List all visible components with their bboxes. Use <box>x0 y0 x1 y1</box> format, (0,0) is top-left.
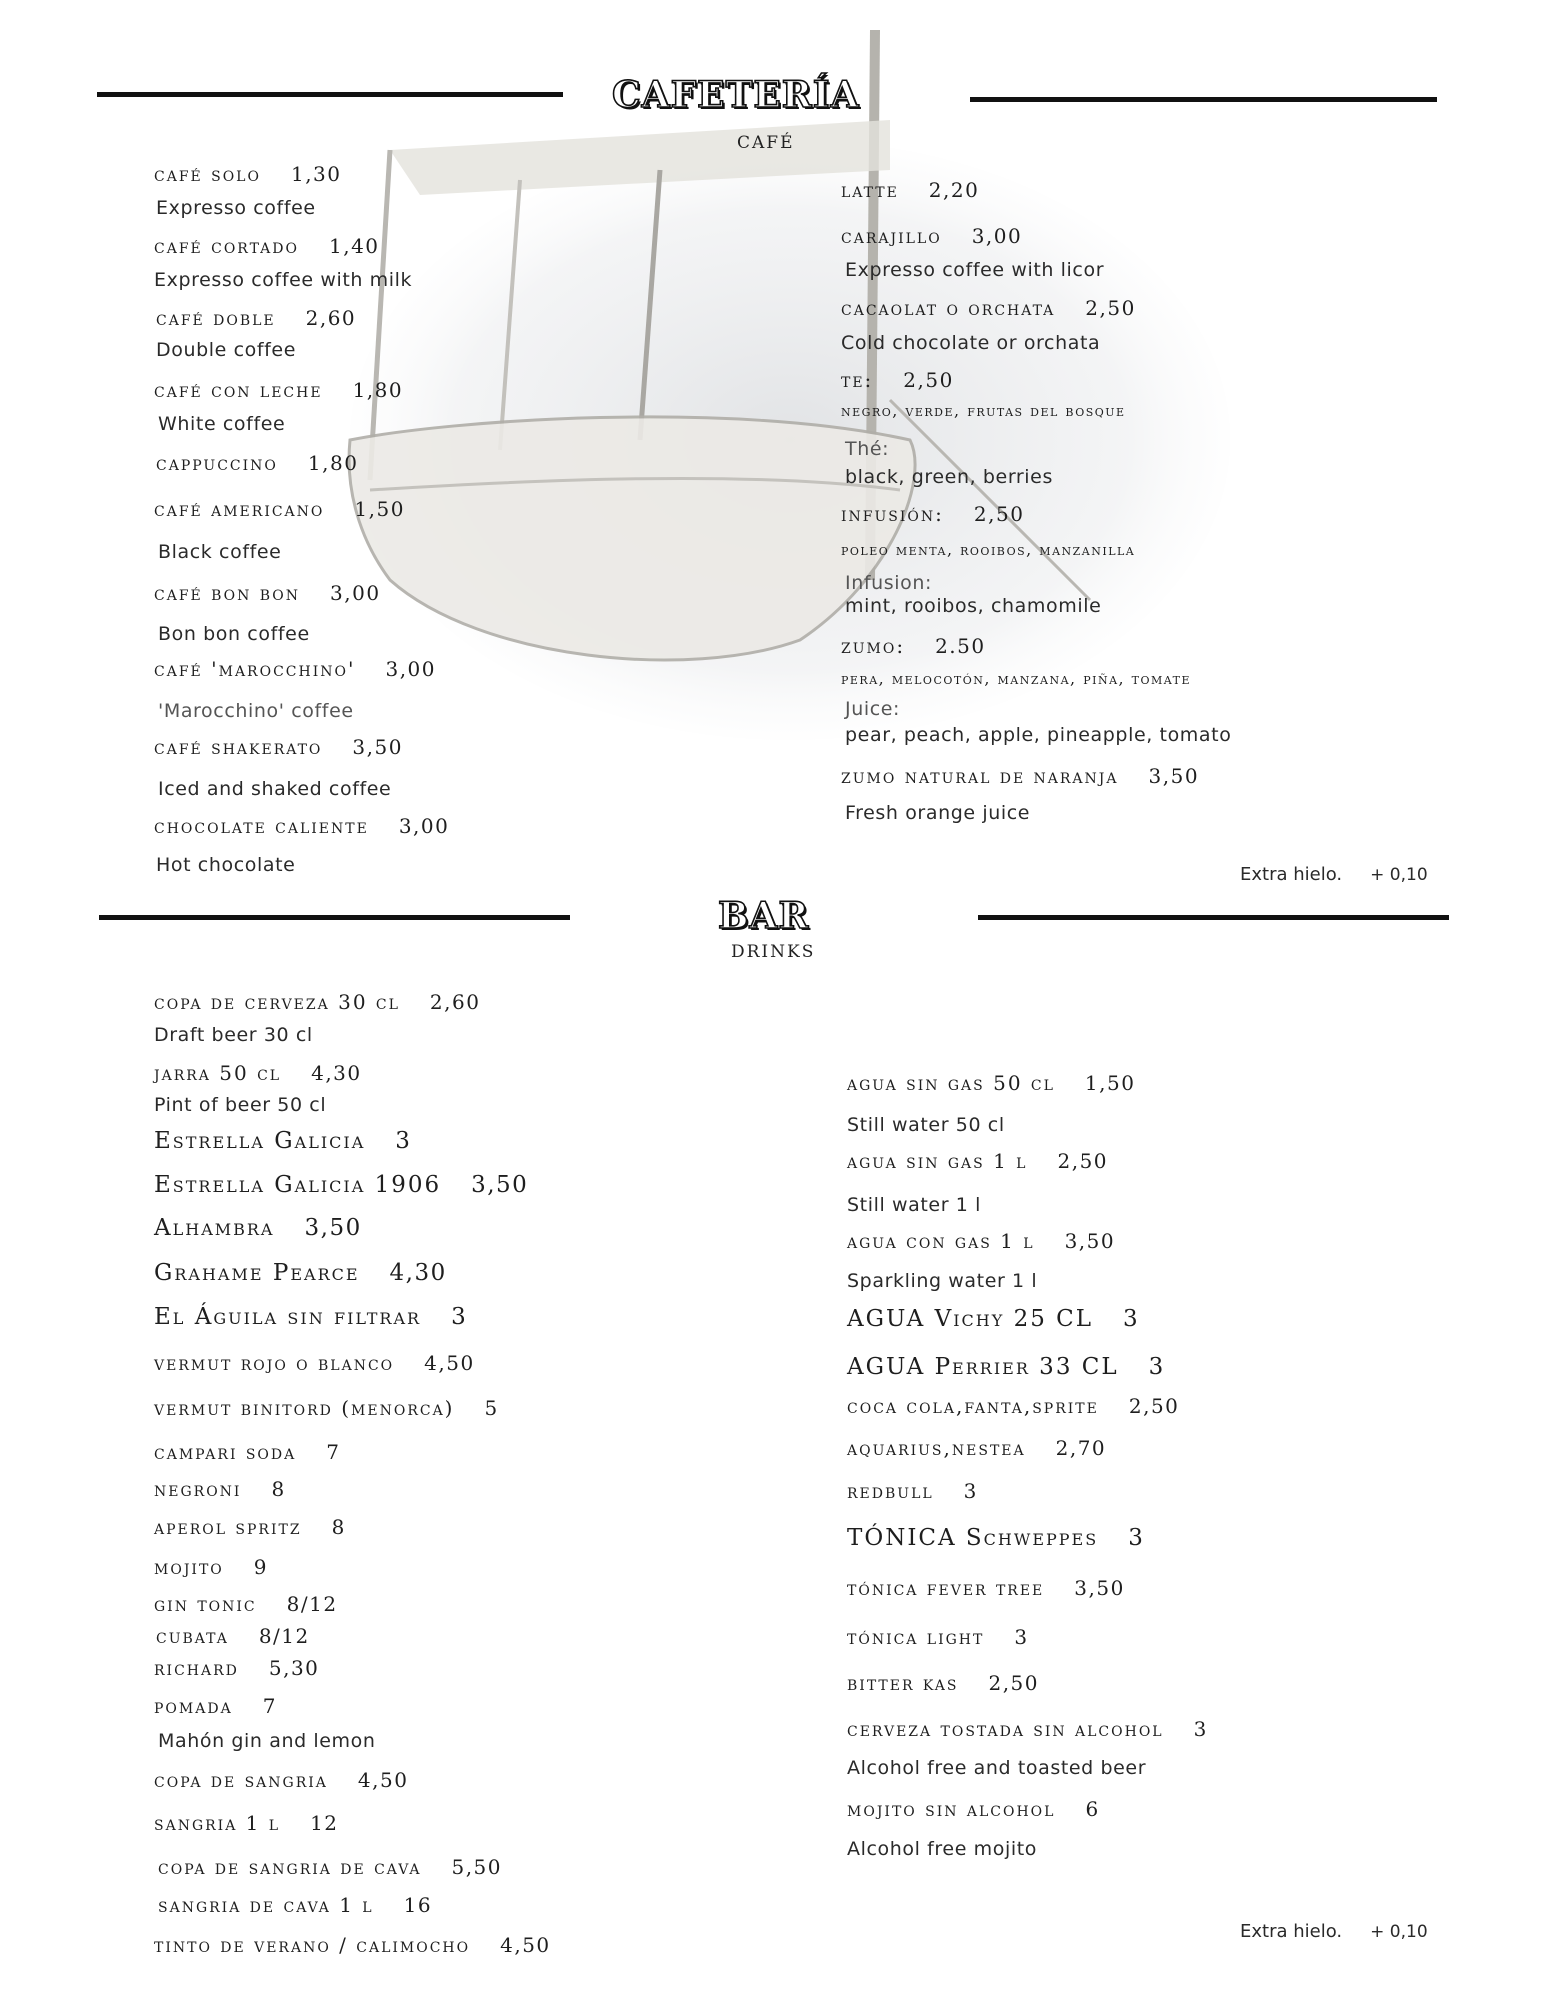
item-description: mint, rooibos, chamomile <box>845 595 1102 617</box>
rule-bar-left <box>99 915 570 920</box>
menu-item: campari soda 7 <box>154 1440 341 1464</box>
menu-item: Grahame Pearce 4,30 <box>154 1260 447 1286</box>
item-options: poleo menta, rooibos, manzanilla <box>841 540 1136 559</box>
item-description: Draft beer 30 cl <box>154 1024 313 1046</box>
item-description: Thé: <box>845 438 890 460</box>
menu-item: café americano 1,50 <box>154 497 405 521</box>
menu-item: coca cola,fanta,sprite 2,50 <box>847 1394 1180 1418</box>
menu-item: cappuccino 1,80 <box>156 451 359 475</box>
menu-item: aperol spritz 8 <box>154 1515 346 1539</box>
menu-item: café cortado 1,40 <box>154 234 380 258</box>
menu-item: zumo natural de naranja 3,50 <box>841 764 1200 788</box>
menu-item: café con leche 1,80 <box>154 378 404 402</box>
item-description: Sparkling water 1 l <box>847 1270 1038 1292</box>
item-description: Still water 1 l <box>847 1194 981 1216</box>
item-description: Black coffee <box>158 541 282 563</box>
menu-item: café shakerato 3,50 <box>154 735 403 759</box>
menu-item: richard 5,30 <box>154 1656 320 1680</box>
menu-item: bitter kas 2,50 <box>847 1671 1039 1695</box>
item-description: Expresso coffee with milk <box>154 269 413 291</box>
menu-item: tónica fever tree 3,50 <box>847 1576 1125 1600</box>
menu-item: copa de sangria de cava 5,50 <box>158 1855 502 1879</box>
menu-item: vermut rojo o blanco 4,50 <box>154 1351 475 1375</box>
menu-item: cubata 8/12 <box>156 1624 310 1648</box>
item-description: Alcohol free mojito <box>847 1838 1037 1860</box>
item-description: Expresso coffee <box>156 197 316 219</box>
menu-item: mojito 9 <box>154 1555 269 1579</box>
menu-item: sangria de cava 1 l 16 <box>158 1893 433 1917</box>
item-description: Fresh orange juice <box>845 802 1031 824</box>
menu-item: mojito sin alcohol 6 <box>847 1797 1100 1821</box>
item-options: negro, verde, frutas del bosque <box>841 401 1126 420</box>
menu-item: café doble 2,60 <box>156 306 357 330</box>
bar-subtitle: DRINKS <box>731 942 816 962</box>
item-description: 'Marocchino' coffee <box>158 700 354 722</box>
item-description: Juice: <box>845 698 901 720</box>
menu-item: café bon bon 3,00 <box>154 581 381 605</box>
menu-item: AGUA Vichy 25 CL 3 <box>847 1306 1140 1332</box>
menu-item: copa de sangria 4,50 <box>154 1768 409 1792</box>
item-description: Hot chocolate <box>156 854 296 876</box>
rule-bar-right <box>978 915 1449 920</box>
item-description: Bon bon coffee <box>158 623 310 645</box>
rule-cafeteria-right <box>970 97 1437 102</box>
menu-item: tinto de verano / calimocho 4,50 <box>154 1933 551 1957</box>
menu-item: Estrella Galicia 3 <box>154 1128 412 1154</box>
menu-item: cacaolat o orchata 2,50 <box>841 296 1136 320</box>
menu-item: latte 2,20 <box>841 178 980 202</box>
extra-ice-note: Extra hielo. + 0,10 <box>1240 1921 1428 1942</box>
item-description: pear, peach, apple, pineapple, tomato <box>845 724 1232 746</box>
menu-item: agua sin gas 1 l 2,50 <box>847 1149 1109 1173</box>
cafeteria-subtitle: CAFÉ <box>737 133 795 153</box>
menu-item: AGUA Perrier 33 CL 3 <box>847 1354 1165 1380</box>
menu-item: negroni 8 <box>154 1477 286 1501</box>
menu-item: te: 2,50 <box>841 368 954 392</box>
item-description: White coffee <box>158 413 286 435</box>
item-description: Double coffee <box>156 339 296 361</box>
item-description: Expresso coffee with licor <box>845 259 1105 281</box>
item-description: Infusion: <box>845 572 933 594</box>
menu-item: copa de cerveza 30 cl 2,60 <box>154 990 481 1014</box>
menu-item: El Águila sin filtrar 3 <box>154 1304 468 1330</box>
menu-item: tónica light 3 <box>847 1625 1029 1649</box>
menu-item: vermut binitord (menorca) 5 <box>154 1396 499 1420</box>
extra-ice-note: Extra hielo. + 0,10 <box>1240 864 1428 885</box>
menu-item: jarra 50 cl 4,30 <box>154 1061 362 1085</box>
menu-item: zumo: 2.50 <box>841 634 986 658</box>
menu-item: aquarius,nestea 2,70 <box>847 1436 1107 1460</box>
menu-item: redbull 3 <box>847 1479 978 1503</box>
menu-item: agua sin gas 50 cl 1,50 <box>847 1071 1136 1095</box>
menu-item: Estrella Galicia 1906 3,50 <box>154 1172 529 1198</box>
menu-item: carajillo 3,00 <box>841 224 1023 248</box>
menu-item: pomada 7 <box>154 1694 277 1718</box>
item-description: Alcohol free and toasted beer <box>847 1757 1147 1779</box>
menu-item: infusión: 2,50 <box>841 502 1025 526</box>
menu-item: cerveza tostada sin alcohol 3 <box>847 1717 1208 1741</box>
boat-illustration <box>330 20 1230 740</box>
menu-item: TÓNICA Schweppes 3 <box>847 1525 1145 1551</box>
item-description: Iced and shaked coffee <box>158 778 392 800</box>
bar-title: BAR <box>718 895 810 937</box>
menu-item: chocolate caliente 3,00 <box>154 814 450 838</box>
item-description: Mahón gin and lemon <box>158 1730 376 1752</box>
cafeteria-title: CAFETERÍA <box>612 74 860 116</box>
item-description: black, green, berries <box>845 466 1053 488</box>
menu-item: gin tonic 8/12 <box>154 1592 338 1616</box>
item-description: Cold chocolate or orchata <box>841 332 1101 354</box>
menu-item: café solo 1,30 <box>154 162 342 186</box>
item-description: Still water 50 cl <box>847 1114 1005 1136</box>
menu-item: café 'marocchino' 3,00 <box>154 657 436 681</box>
menu-item: agua con gas 1 l 3,50 <box>847 1229 1116 1253</box>
item-description: Pint of beer 50 cl <box>154 1094 327 1116</box>
menu-item: sangria 1 l 12 <box>154 1811 339 1835</box>
rule-cafeteria-left <box>97 92 563 97</box>
menu-item: Alhambra 3,50 <box>154 1215 362 1241</box>
item-options: pera, melocotón, manzana, piña, tomate <box>841 669 1192 688</box>
